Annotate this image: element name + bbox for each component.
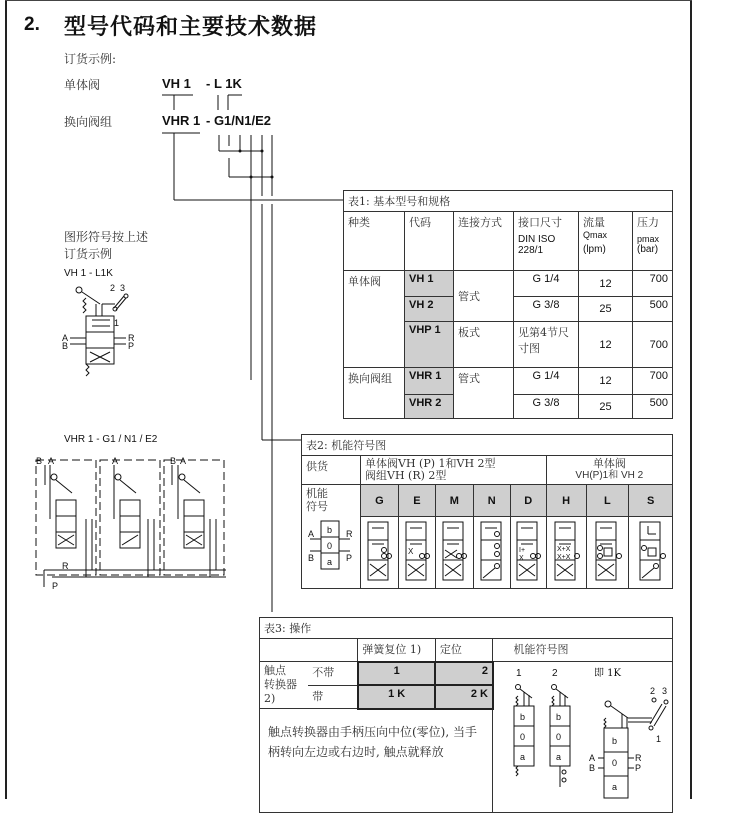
valve-group-diagram-vhr1 (30, 455, 250, 600)
contact-2-label: 2 (110, 283, 116, 293)
code-cell: VHP 1 (405, 322, 454, 368)
svg-text:a: a (327, 557, 333, 567)
valve-glyph-H-icon (549, 520, 583, 582)
pressure-cell: 500 (633, 297, 673, 322)
valve-glyph-E-icon (400, 520, 434, 582)
th-kind: 种类 (344, 212, 405, 271)
group-valve-group: 换向阀组 (344, 368, 405, 419)
page-border-right (690, 0, 692, 799)
row-label-2: 转换器 2) (264, 678, 297, 705)
svg-text:R: R (62, 561, 69, 571)
connection-cell: 板式 (454, 322, 514, 368)
symbol-M: M (435, 485, 473, 517)
svg-text:B: B (588, 763, 595, 773)
svg-text:B: B (308, 553, 315, 563)
function-label-1: 机能 (306, 487, 328, 500)
glyph-cell-H (546, 517, 586, 589)
value-with-detent: 2 K (435, 685, 493, 709)
supply-b-line2: VH(P)1和 VH 2 (575, 470, 644, 481)
svg-text:B: B (62, 341, 69, 351)
th-pressure-sym: pmax (637, 234, 660, 244)
table3-title: 表3: 操作 (260, 618, 673, 639)
col-detent: 定位 (435, 639, 493, 662)
svg-text:A: A (180, 456, 187, 466)
svg-text:X+X: X+X (557, 554, 571, 561)
supply-b-line1: 单体阀 (592, 457, 626, 470)
th-flow-unit: (lpm) (583, 244, 606, 255)
without-label: 不带 (308, 662, 358, 686)
svg-text:P: P (128, 341, 135, 351)
value-without-spring: 1 (358, 662, 435, 686)
svg-text:2: 2 (551, 668, 558, 679)
glyph-cell-E (398, 517, 435, 589)
code-cell: VH 2 (405, 297, 454, 322)
page-border-left (5, 0, 7, 799)
operation-symbols-icon (494, 662, 672, 802)
code-cell: VH 1 (405, 271, 454, 297)
svg-text:b: b (611, 736, 617, 746)
flow-cell: 12 (579, 368, 633, 395)
table3-operation (259, 617, 673, 813)
value-with-spring: 1 K (358, 685, 435, 709)
diagram1-title: VH 1 - L1K (64, 268, 113, 279)
table3-corner (260, 639, 358, 662)
glyph-cell-G (361, 517, 399, 589)
svg-text:b: b (519, 712, 525, 722)
supply-a-line1: 单体阀VH (P) 1和VH 2型 (365, 457, 496, 470)
row-label-1: 触点 (264, 664, 286, 677)
glyph-cell-M (435, 517, 473, 589)
svg-text:R: R (128, 333, 135, 343)
diagram2-title: VHR 1 - G1 / N1 / E2 (64, 434, 158, 445)
valve-group-suffix: - G1/N1/E2 (206, 113, 272, 128)
th-port-size-label: 接口尺寸 (518, 216, 562, 229)
function-symbol-legend (302, 485, 361, 589)
svg-text:B: B (36, 456, 43, 466)
th-connection: 连接方式 (454, 212, 514, 271)
valve-group-label: 换向阀组 (64, 115, 113, 129)
symbol-G: G (361, 485, 399, 517)
table-row (344, 271, 673, 297)
svg-text:X+X: X+X (557, 546, 571, 553)
flow-cell: 12 (579, 322, 633, 368)
symbol-note-line2: 订货示例 (64, 247, 113, 261)
svg-text:3: 3 (661, 686, 667, 696)
svg-text:1: 1 (515, 668, 522, 679)
svg-text:A: A (48, 456, 55, 466)
connection-cell: 管式 (454, 368, 514, 419)
table1-title: 表1: 基本型号和规格 (344, 191, 673, 212)
supply-a-line2: 阀组VH (R) 2型 (365, 469, 447, 482)
flow-cell: 25 (579, 395, 633, 419)
col-function-symbol: 机能符号图 (493, 639, 673, 662)
symbol-L: L (586, 485, 629, 517)
port-cell: G 1/4 (514, 368, 579, 395)
table2-title: 表2: 机能符号图 (302, 435, 673, 456)
svg-text:R: R (634, 753, 642, 763)
svg-text:X: X (519, 555, 524, 562)
supply-a (361, 456, 547, 485)
port-cell: 见第4节尺寸图 (514, 322, 579, 368)
valve-glyph-G-icon (362, 520, 396, 582)
svg-text:0: 0 (555, 732, 561, 742)
valve-glyph-L-icon (590, 520, 624, 582)
glyph-cell-D (510, 517, 546, 589)
page-border-top (5, 0, 692, 1)
svg-text:P: P (52, 581, 59, 591)
th-port-size (514, 212, 579, 271)
th-flow (579, 212, 633, 271)
svg-text:b: b (555, 712, 561, 722)
section-number: 2. (24, 14, 40, 35)
connection-cell: 管式 (454, 271, 514, 322)
contact-3-label: 3 (120, 283, 126, 293)
symbol-N: N (473, 485, 510, 517)
valve-glyph-D-icon (511, 520, 545, 582)
pressure-cell: 700 (633, 322, 673, 368)
contact-1-label: 1 (114, 318, 120, 328)
svg-text:R: R (346, 529, 353, 539)
svg-text:P: P (634, 763, 641, 773)
order-example-label: 订货示例: (64, 52, 117, 66)
single-valve-label: 单体阀 (64, 78, 101, 92)
th-pressure-unit: (bar) (637, 244, 659, 255)
th-flow-sym: Qmax (583, 230, 608, 240)
svg-text:P: P (346, 553, 353, 563)
svg-text:2: 2 (649, 686, 655, 696)
function-label-2: 符号 (306, 500, 328, 513)
valve-group-code: VHR 1 (162, 113, 201, 128)
svg-text:A: A (112, 456, 119, 466)
th-flow-label: 流量 (583, 216, 605, 229)
valve-glyph-N-icon (475, 520, 509, 582)
table1-basic-models (343, 190, 673, 419)
svg-text:1: 1 (655, 734, 661, 744)
pressure-cell: 700 (633, 271, 673, 297)
symbol-note-line1: 图形符号按上述 (64, 230, 149, 244)
operation-description: 触点转换器由手柄压向中位(零位), 当手柄转向左边或右边时, 触点就释放 (260, 709, 493, 813)
value-without-detent: 2 (435, 662, 493, 686)
group-single: 单体阀 (344, 271, 405, 368)
svg-text:0: 0 (519, 732, 525, 742)
supply-label: 供货 (302, 456, 361, 485)
svg-text:A: A (62, 333, 69, 343)
symbol-D: D (510, 485, 546, 517)
code-cell: VHR 1 (405, 368, 454, 395)
valve-glyph-M-icon (437, 520, 471, 582)
row-label-contact-switch (260, 662, 309, 709)
col-spring-return: 弹簧复位 1) (358, 639, 435, 662)
port-legend-icon (306, 519, 356, 571)
glyph-cell-L (586, 517, 629, 589)
pressure-cell: 500 (633, 395, 673, 419)
symbol-H: H (546, 485, 586, 517)
operation-symbol-cell (493, 662, 673, 813)
section-title: 型号代码和主要技术数据 (64, 14, 318, 40)
svg-text:a: a (611, 782, 617, 792)
flow-cell: 25 (579, 297, 633, 322)
svg-text:a: a (555, 752, 561, 762)
th-port-std: DIN ISO 228/1 (518, 234, 556, 256)
port-cell: G 3/8 (514, 297, 579, 322)
glyph-cell-N (473, 517, 510, 589)
with-label: 带 (308, 685, 358, 709)
svg-text:0: 0 (611, 758, 617, 768)
th-pressure (633, 212, 673, 271)
svg-text:I+: I+ (519, 547, 526, 554)
port-cell: G 1/4 (514, 271, 579, 297)
th-code: 代码 (405, 212, 454, 271)
valve-symbol-vh1-l1k (60, 282, 140, 392)
single-valve-code: VH 1 (162, 76, 191, 91)
valve-glyph-S-icon (634, 520, 668, 582)
svg-text:0: 0 (327, 541, 333, 551)
symbol-E: E (398, 485, 435, 517)
svg-text:A: A (588, 753, 595, 763)
th-pressure-label: 压力 (637, 216, 659, 229)
svg-text:a: a (519, 752, 525, 762)
svg-text:X: X (407, 547, 414, 556)
svg-text:即 1K: 即 1K (593, 668, 621, 679)
svg-text:b: b (327, 525, 333, 535)
supply-b (546, 456, 672, 485)
svg-text:A: A (308, 529, 315, 539)
flow-cell: 12 (579, 271, 633, 297)
table2-function-symbols (301, 434, 673, 589)
pressure-cell: 700 (633, 368, 673, 395)
symbol-S: S (629, 485, 673, 517)
table-row (344, 368, 673, 395)
single-valve-suffix: - L 1K (206, 76, 242, 91)
port-cell: G 3/8 (514, 395, 579, 419)
glyph-cell-S (629, 517, 673, 589)
code-cell: VHR 2 (405, 395, 454, 419)
svg-text:B: B (170, 456, 177, 466)
